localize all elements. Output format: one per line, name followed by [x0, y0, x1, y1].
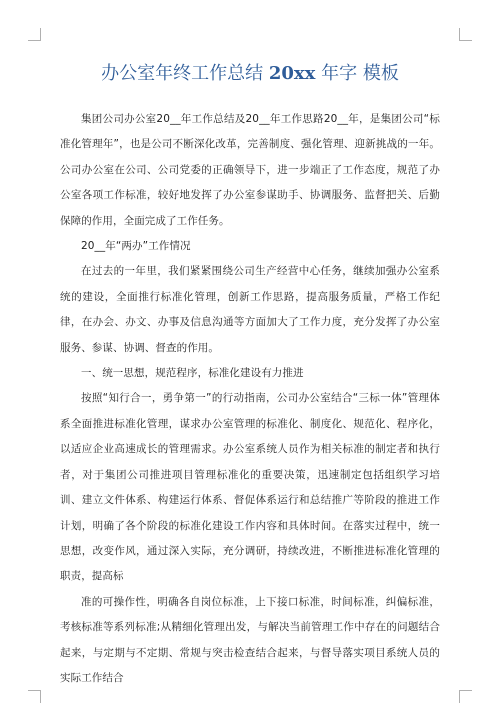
paragraph-standardization: 按照“知行合一，勇争第一”的行动指南，公司办公室结合“三标一体”管理体系全面推进标准化管理，谋求办公室管理的标准化、制度化、规范化、程序化，以适应企业高速成长的管理需求。办公室系统人员作为相关标准的制定者和执行者，对于集团公司推进项目管理标准化的重要决策，迅速制定包括组织学习培训、建立文件体系、构建运行体系、督促体系运行和总结推广等阶段的推进工作计划，明确了各个阶段的标准化建设工作内容和具体时间。在落实过程中，统一思想，改变作风，通过深入实际，充分调研，持续改进，不断推进标准化管理的职责，提高标	[60, 392, 440, 583]
paragraph-standards-detail: 准的可操作性，明确各自岗位标准，上下接口标准，时间标准，纠偏标准，考核标准等系列标准;从精细化管理出发，与解决当前管理工作中存在的问题结合起来，与定期与不定期、常规与突击检查结合起来，与督导落实项目系统人员的实际工作结合	[60, 595, 440, 684]
document-body	[60, 107, 440, 691]
paragraph-intro: 集团公司办公室20__年工作总结及20__年工作思路20__年，是集团公司“标准化管理年”，也是公司不断深化改革，完善制度、强化管理、迎新挑战的一年。公司办公室在公司、公司党委的正确领导下，进一步端正了工作态度，规范了办公室各项工作标准，较好地发挥了办公室参谋助手、协调服务、监督把关、后勤保障的作用，全面完成了工作任务。	[60, 113, 440, 227]
section-heading-work-status: 20__年“两办”工作情况	[81, 240, 191, 253]
page-corner-mark-top-left	[28, 28, 41, 41]
page-corner-mark-bottom-left	[28, 690, 41, 703]
title-year: 20xx	[268, 63, 316, 84]
section-heading-1: 一、统一思想，规范程序，标准化建设有力推进	[81, 367, 304, 380]
page-corner-mark-top-right	[459, 28, 472, 41]
paragraph-overview: 在过去的一年里，我们紧紧围绕公司生产经营中心任务，继续加强办公室系统的建设，全面推行标准化管理，创新工作思路，提高服务质量，严格工作纪律，在办会、办文、办事及信息沟通等方面加大了工作力度，充分发挥了办公室服务、参谋、协调、督查的作用。	[60, 265, 440, 354]
title-suffix: 年字 模板	[321, 63, 399, 84]
title-prefix: 办公室年终工作总结	[101, 63, 264, 84]
page-corner-mark-bottom-right	[459, 690, 472, 703]
document-title	[0, 62, 500, 86]
